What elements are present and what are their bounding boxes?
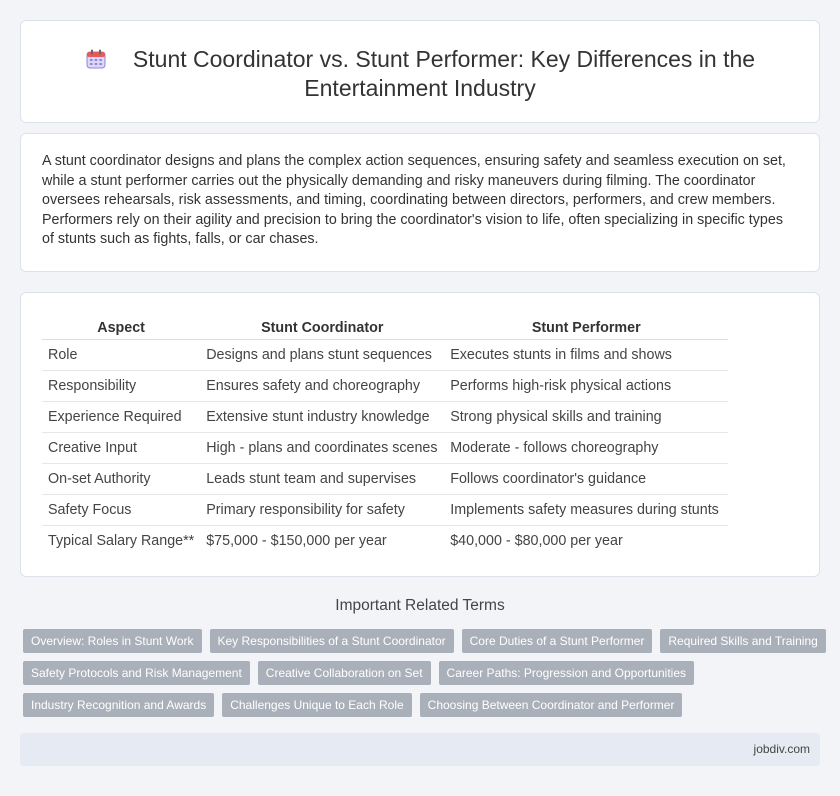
related-term-tag[interactable]: Required Skills and Training bbox=[660, 629, 825, 653]
tag-row bbox=[23, 693, 823, 717]
comparison-card bbox=[20, 292, 820, 577]
table-row bbox=[42, 432, 728, 463]
header-stunt-coordinator: Stunt Coordinator bbox=[200, 313, 444, 339]
related-term-tag[interactable]: Choosing Between Coordinator and Performer bbox=[420, 693, 683, 717]
table-header-row bbox=[42, 313, 728, 339]
related-term-tag[interactable]: Core Duties of a Stunt Performer bbox=[462, 629, 653, 653]
cell-aspect: On-set Authority bbox=[42, 463, 200, 494]
calendar-icon bbox=[85, 48, 107, 70]
table-row bbox=[42, 401, 728, 432]
header-stunt-performer: Stunt Performer bbox=[444, 313, 728, 339]
page-title: Stunt Coordinator vs. Stunt Performer: Key Differences in the Entertainment Industry bbox=[132, 46, 756, 101]
footer-site-link[interactable]: jobdiv.com bbox=[753, 742, 810, 756]
cell-performer: Implements safety measures during stunts bbox=[444, 494, 728, 525]
related-term-tag[interactable]: Career Paths: Progression and Opportunities bbox=[439, 661, 694, 685]
table-row bbox=[42, 339, 728, 370]
related-term-tag[interactable]: Overview: Roles in Stunt Work bbox=[23, 629, 202, 653]
cell-coordinator: Leads stunt team and supervises bbox=[200, 463, 444, 494]
related-term-tag[interactable]: Industry Recognition and Awards bbox=[23, 693, 214, 717]
cell-aspect: Responsibility bbox=[42, 370, 200, 401]
cell-performer: Performs high-risk physical actions bbox=[444, 370, 728, 401]
cell-aspect: Creative Input bbox=[42, 432, 200, 463]
cell-aspect: Experience Required bbox=[42, 401, 200, 432]
table-row bbox=[42, 494, 728, 525]
cell-coordinator: $75,000 - $150,000 per year bbox=[206, 532, 387, 549]
description-text: A stunt coordinator designs and plans the complex action sequences, ensuring safety and seamless execution on set, while a stunt performer carries out the physically demanding and risky maneuvers during filming. The coordinator oversees rehearsals, risk assessments, and timing, coordinating between directors, performers, and crew members. Performers rely on their agility and precision to bring the coordinator's vision to life, often specializing in specific types of stunts such as fights, falls, or car chases. bbox=[42, 153, 786, 248]
cell-performer: Moderate - follows choreography bbox=[444, 432, 728, 463]
cell-coordinator: Ensures safety and choreography bbox=[200, 370, 444, 401]
cell-performer: Follows coordinator's guidance bbox=[444, 463, 728, 494]
related-term-tag[interactable]: Creative Collaboration on Set bbox=[258, 661, 431, 685]
cell-aspect: Role bbox=[42, 339, 200, 370]
cell-coordinator: Primary responsibility for safety bbox=[200, 494, 444, 525]
related-terms-title: Important Related Terms bbox=[335, 597, 505, 614]
related-terms-tags bbox=[23, 629, 823, 725]
cell-coordinator: High - plans and coordinates scenes bbox=[200, 432, 444, 463]
related-term-tag[interactable]: Safety Protocols and Risk Management bbox=[23, 661, 250, 685]
cell-aspect: Safety Focus bbox=[42, 494, 200, 525]
tag-row bbox=[23, 629, 823, 653]
cell-performer: Strong physical skills and training bbox=[444, 401, 728, 432]
cell-coordinator: Designs and plans stunt sequences bbox=[200, 339, 444, 370]
description-card bbox=[20, 133, 820, 272]
table-row bbox=[42, 525, 728, 556]
cell-aspect: Typical Salary Range** bbox=[48, 532, 195, 549]
page-title-block bbox=[21, 45, 819, 103]
comparison-table bbox=[42, 313, 728, 556]
table-row bbox=[42, 463, 728, 494]
cell-performer: $40,000 - $80,000 per year bbox=[450, 532, 623, 549]
tag-row bbox=[23, 661, 823, 685]
cell-performer: Executes stunts in films and shows bbox=[444, 339, 728, 370]
footer bbox=[20, 733, 820, 766]
related-term-tag[interactable]: Key Responsibilities of a Stunt Coordinator bbox=[210, 629, 454, 653]
header-aspect: Aspect bbox=[42, 313, 200, 339]
related-term-tag[interactable]: Challenges Unique to Each Role bbox=[222, 693, 411, 717]
title-card bbox=[20, 20, 820, 123]
cell-coordinator: Extensive stunt industry knowledge bbox=[200, 401, 444, 432]
table-row bbox=[42, 370, 728, 401]
